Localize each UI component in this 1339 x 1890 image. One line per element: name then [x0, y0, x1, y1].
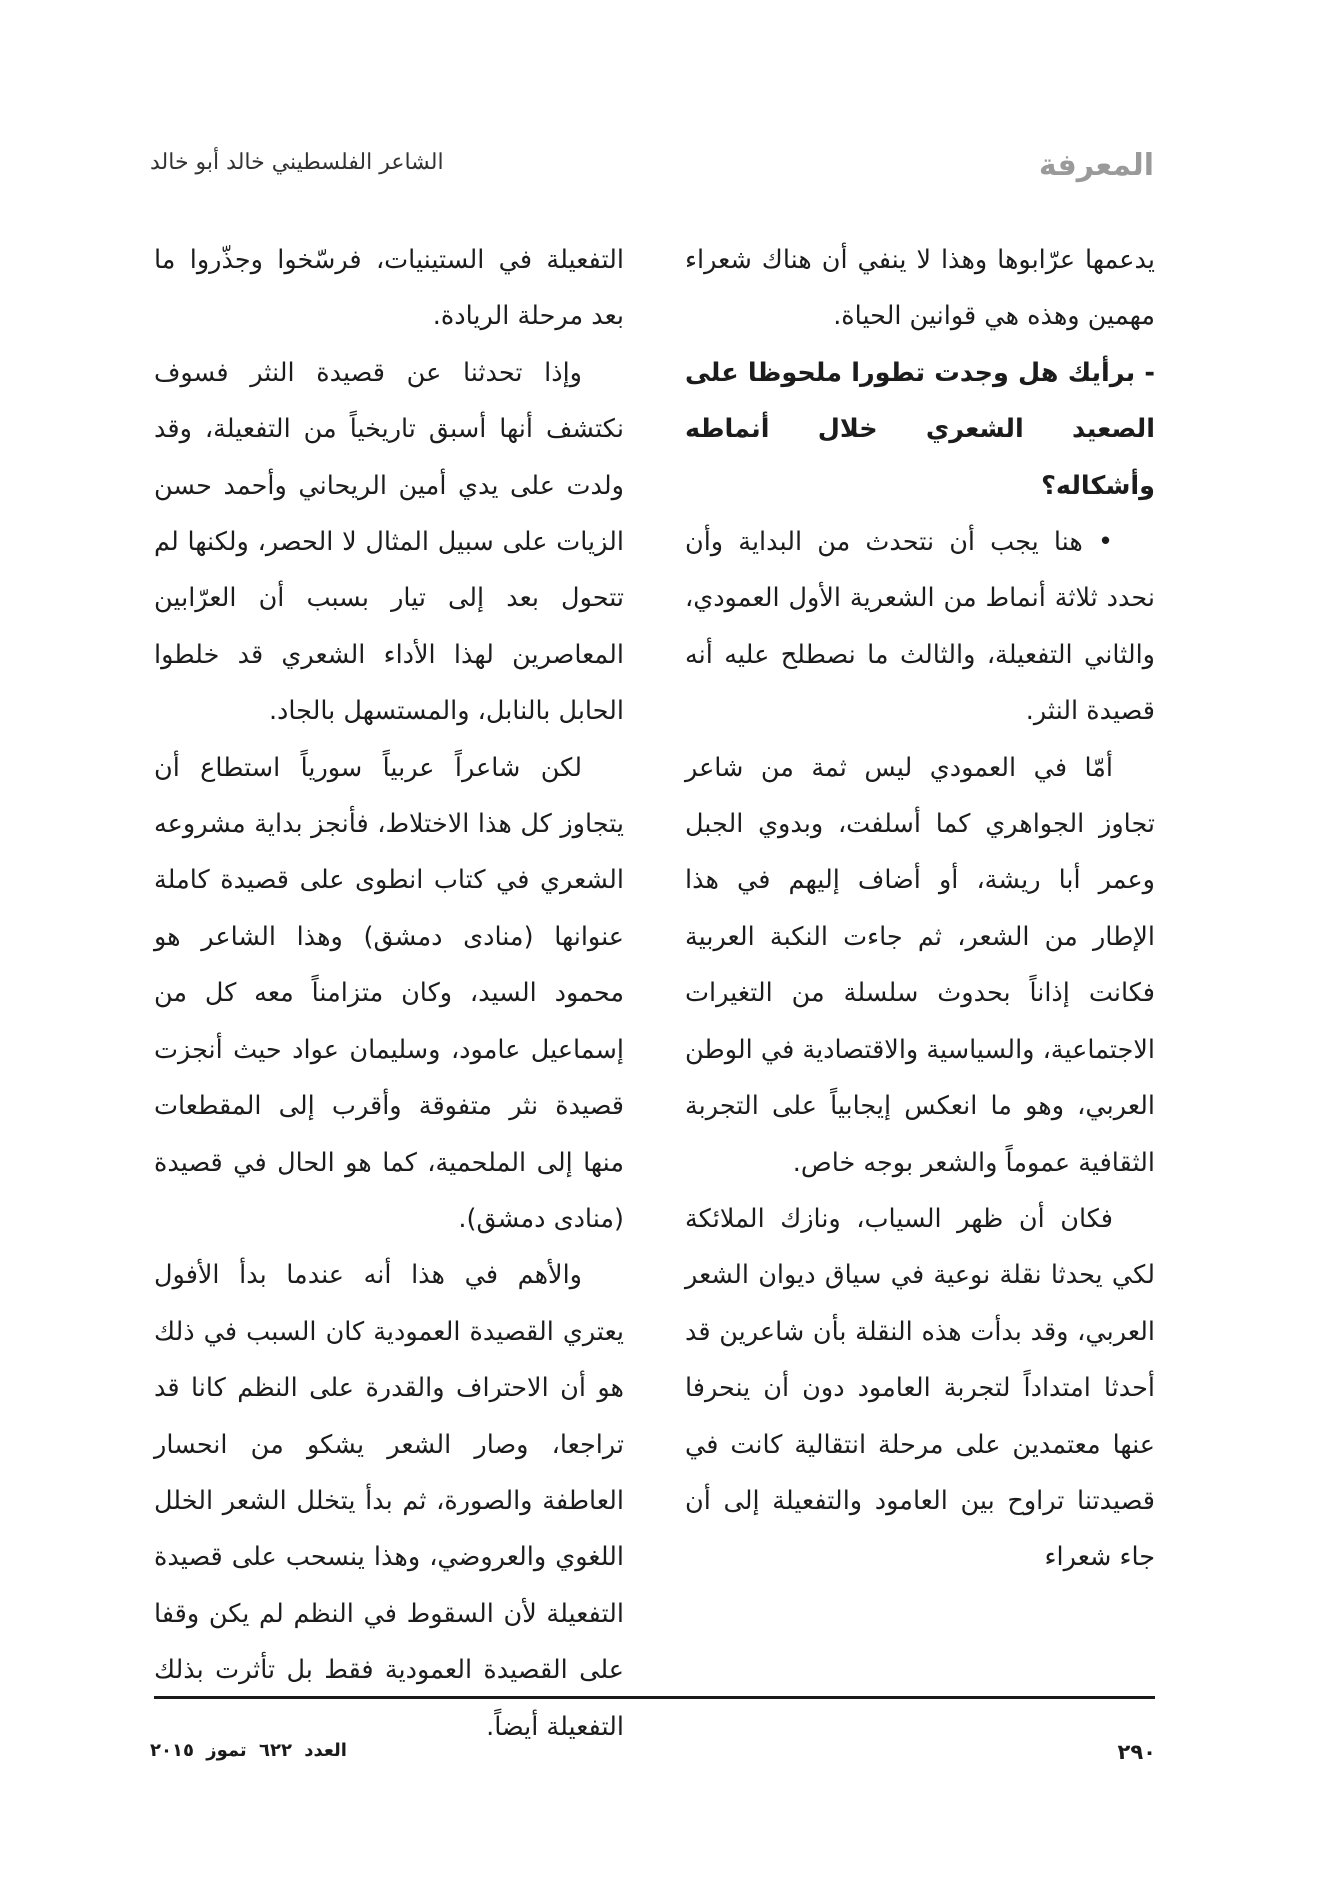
- paragraph: وإذا تحدثنا عن قصيدة النثر فسوف نكتشف أنها أسبق تاريخياً من التفعيلة، وقد ولدت على يدي أمين الريحاني وأحمد حسن الزيات على سبيل المثال لا الحصر، ولكنها لم تتحول بعد إلى تيار بسبب أن العرّابين المعاصرين لهذا الأداء الشعري قد خلطوا الحابل بالنابل، والمستسهل بالجاد.: [154, 357, 624, 727]
- interview-question: - برأيك هل وجدت تطورا ملحوظا على الصعيد الشعري خلال أنماطه وأشكاله؟: [685, 357, 1155, 501]
- paragraph: أمّا في العمودي ليس ثمة من شاعر تجاوز الجواهري كما أسلفت، وبدوي الجبل وعمر أبا ريشة، أو أضاف إليهم في هذا الإطار من الشعر، ثم جاءت النكبة العربية فكانت إذاناً بحدوث سلسلة من التغيرات الاجتماعية، والسياسية والاقتصادية في الوطن العربي، وهو ما انعكس إيجابياً على التجربة الثقافية عموماً والشعر بوجه خاص.: [685, 752, 1155, 1178]
- paragraph: لكن شاعراً عربياً سورياً استطاع أن يتجاوز كل هذا الاختلاط، فأنجز بداية مشروعه الشعري في كتاب انطوى على قصيدة كاملة عنوانها (منادى دمشق) وهذا الشاعر هو محمود السيد، وكان متزامناً معه كل من إسماعيل عامود، وسليمان عواد حيث أنجزت قصيدة نثر متفوقة وأقرب إلى المقطعات منها إلى الملحمية، كما هو الحال في قصيدة (منادى دمشق).: [154, 752, 624, 1234]
- page-number: ٢٩٠: [1117, 1740, 1156, 1764]
- left-column: [154, 232, 624, 1755]
- right-column: [685, 232, 1155, 1586]
- paragraph: • هنا يجب أن نتحدث من البداية وأن نحدد ثلاثة أنماط من الشعرية الأول العمودي، والثاني التفعيلة، والثالث ما نصطلح عليه أنه قصيدة النثر.: [685, 527, 1155, 727]
- paragraph: والأهم في هذا أنه عندما بدأ الأفول يعتري القصيدة العمودية كان السبب في ذلك هو أن الاحتراف والقدرة على النظم كانا قد تراجعا، وصار الشعر يشكو من انحسار العاطفة والصورة، ثم بدأ يتخلل الشعر الخلل اللغوي والعروضي، وهذا ينسحب على قصيدة التفعيلة لأن السقوط في النظم لم يكن وقفا على القصيدة العمودية فقط بل تأثرت بذلك التفعيلة أيضاً.: [154, 1260, 624, 1742]
- paragraph: فكان أن ظهر السياب، ونازك الملائكة لكي يحدثا نقلة نوعية في سياق ديوان الشعر العربي، وقد بدأت هذه النقلة بأن شاعرين قد أحدثا امتداداً لتجربة العامود دون أن ينحرفا عنها معتمدين على مرحلة انتقالية كانت في قصيدتنا تراوح بين العامود والتفعيلة إلى أن جاء شعراء: [685, 1203, 1155, 1573]
- issue-info: العدد ٦٢٢ تموز ٢٠١٥: [150, 1740, 347, 1761]
- footer-divider: [154, 1696, 1155, 1699]
- paragraph: التفعيلة في الستينيات، فرسّخوا وجذّروا ما بعد مرحلة الريادة.: [154, 245, 624, 332]
- article-title: الشاعر الفلسطيني خالد أبو خالد: [150, 150, 444, 175]
- paragraph: يدعمها عرّابوها وهذا لا ينفي أن هناك شعراء مهمين وهذه هي قوانين الحياة.: [685, 245, 1155, 332]
- magazine-logo: المعرفة: [1038, 148, 1154, 183]
